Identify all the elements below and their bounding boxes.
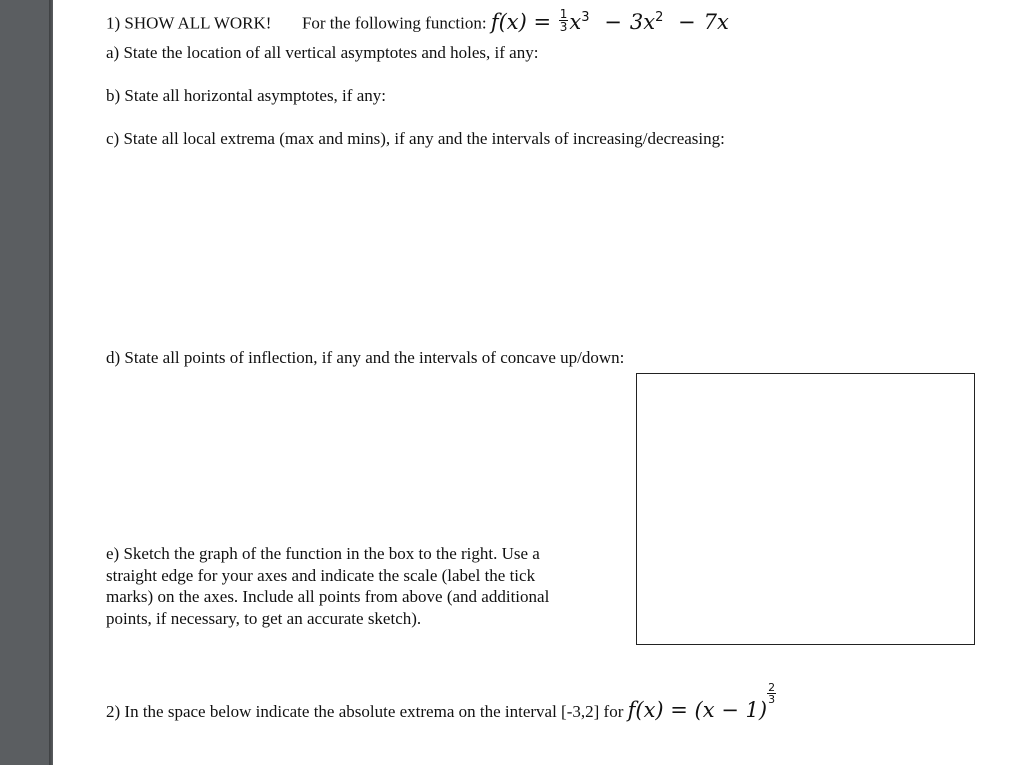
term-2-base: 3x — [629, 9, 656, 34]
question-2-line — [106, 681, 776, 722]
part-e-line-1: e) Sketch the graph of the function in the box to the right. Use a — [106, 544, 540, 563]
part-c-prompt: c) State all local extrema (max and mins), if any and the intervals of increasing/decreasing: — [106, 129, 725, 148]
question-1-heading: 1) SHOW ALL WORK! — [106, 13, 272, 33]
document-page — [49, 0, 1024, 765]
page-edge-shadow — [49, 0, 53, 765]
function-1-fraction — [559, 8, 569, 33]
minus-sign-2: − — [678, 9, 696, 34]
term-1-base: x — [569, 9, 582, 34]
part-b-prompt: b) State all horizontal asymptotes, if any: — [106, 86, 386, 105]
function-1-formula — [490, 7, 729, 34]
fraction-numerator: 1 — [559, 7, 568, 21]
function-2-expression: f(x) = (x − 1) — [627, 698, 768, 722]
function-1-lhs: f(x) = — [490, 9, 552, 34]
part-a-prompt: a) State the location of all vertical asymptotes and holes, if any: — [106, 43, 539, 62]
question-1-heading-line — [106, 7, 729, 35]
function-2-exponent — [767, 682, 776, 705]
part-e-line-3: marks) on the axes. Include all points from above (and additional — [106, 587, 550, 606]
part-e-prompt — [106, 543, 626, 629]
exponent-denominator: 3 — [768, 693, 776, 706]
term-2-exponent: 2 — [655, 9, 664, 25]
minus-sign-1: − — [604, 9, 622, 34]
function-2-formula — [627, 681, 776, 722]
exponent-numerator: 2 — [768, 681, 776, 694]
fraction-denominator: 3 — [559, 20, 568, 34]
question-2-text: 2) In the space below indicate the absolute extrema on the interval [-3,2] for — [106, 702, 624, 721]
part-d-prompt: d) State all points of inflection, if any and the intervals of concave up/down: — [106, 348, 625, 367]
term-1-exponent: 3 — [581, 9, 590, 25]
part-e-line-2: straight edge for your axes and indicate the scale (label the tick — [106, 565, 536, 585]
part-e-line-4: points, if necessary, to get an accurate sketch). — [106, 608, 422, 628]
graph-sketch-box — [636, 373, 975, 645]
term-3: 7x — [703, 9, 729, 34]
question-1-intro: For the following function: — [301, 13, 487, 33]
